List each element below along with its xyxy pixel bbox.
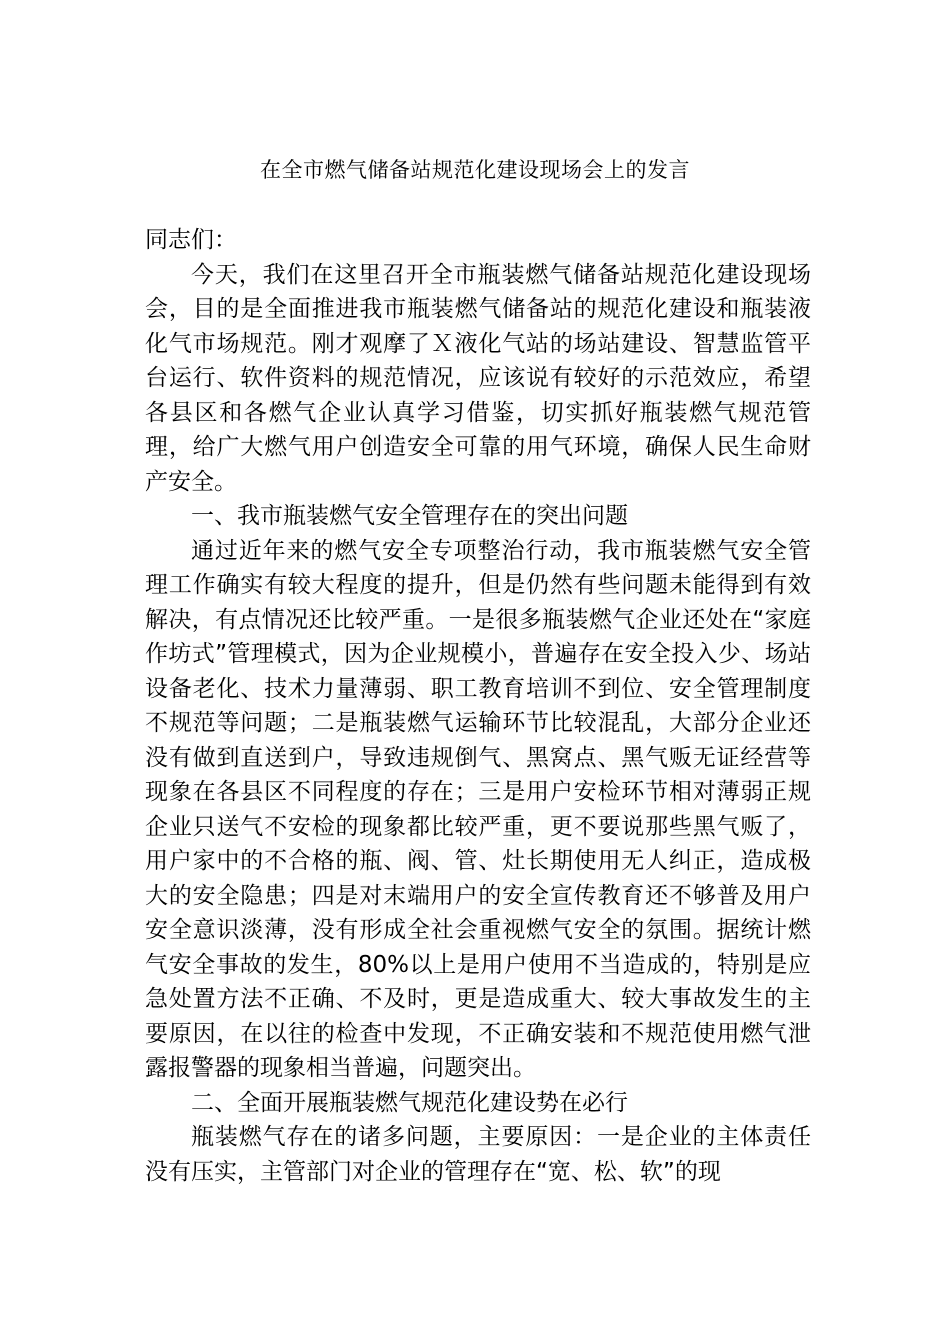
paragraph-problems: 通过近年来的燃气安全专项整治行动，我市瓶装燃气安全管理工作确实有较大程度的提升，但是仍然有些问题未能得到有效解决，有点情况还比较严重。一是很多瓶装燃气企业还处在“家庭作坊式”管理模式，因为企业规模小，普遍存在安全投入少、场站设备老化、技术力量薄弱、职工教育培训不到位、安全管理制度不规范等问题；二是瓶装燃气运输环节比较混乱，大部分企业还没有做到直送到户，导致违规倒气、黑窝点、黑气贩无证经营等现象在各县区不同程度的存在；三是用户安检环节相对薄弱正规企业只送气不安检的现象都比较严重，更不要说那些黑气贩了，用户家中的不合格的瓶、阀、管、灶长期使用无人纠正，造成极大的安全隐患；四是对末端用户的安全宣传教育还不够普及用户安全意识淡薄，没有形成全社会重视燃气安全的氛围。据统计燃气安全事故的发生，80%以上是用户使用不当造成的，特别是应急处置方法不正确、不及时，更是造成重大、较大事故发生的主要原因，在以往的检查中发现，不正确安装和不规范使用燃气泄露报警器的现象相当普遍，问题突出。 — [145, 537, 811, 1081]
section-heading-1: 一、我市瓶装燃气安全管理存在的突出问题 — [191, 503, 628, 529]
paragraph-causes: 瓶装燃气存在的诸多问题，主要原因：一是企业的主体责任没有压实，主管部门对企业的管理存在“宽、松、软”的现 — [145, 1124, 811, 1185]
paragraph-intro: 今天，我们在这里召开全市瓶装燃气储备站规范化建设现场会，目的是全面推进我市瓶装燃气储备站的规范化建设和瓶装液化气市场规范。刚才观摩了Ｘ液化气站的场站建设、智慧监管平台运行、软件资料的规范情况，应该说有较好的示范效应，希望各县区和各燃气企业认真学习借鉴，切实抓好瓶装燃气规范管理，给广大燃气用户创造安全可靠的用气环境，确保人民生命财产安全。 — [145, 261, 811, 495]
salutation: 同志们： — [145, 227, 237, 253]
section-heading-2: 二、全面开展瓶装燃气规范化建设势在必行 — [191, 1089, 628, 1116]
document-title: 在全市燃气储备站规范化建设现场会上的发言 — [260, 158, 690, 182]
document-body — [145, 223, 811, 1189]
